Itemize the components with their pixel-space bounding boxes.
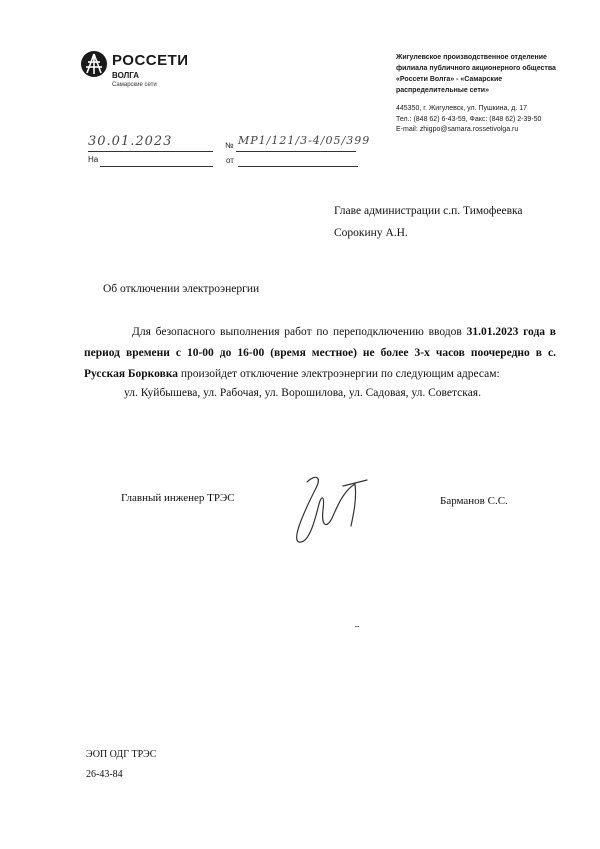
signatory-title: Главный инженер ТРЭС (121, 492, 235, 504)
executor-info (86, 745, 156, 785)
organization-name (396, 52, 571, 96)
org-phone-fax: Тел.: (848 62) 6-43-59, Факс: (848 62) 2-39-50 (396, 115, 542, 123)
signatory-name: Барманов С.С. (440, 495, 508, 507)
addressee-line: Главе администрации с.п. Тимофеевка (334, 205, 523, 217)
handwritten-number: МР1/121/3-4/05/399 (238, 134, 371, 147)
body-text-end: произойдет отключение электроэнергии по следующим адресам: (178, 368, 500, 380)
logo-subtitle: ВОЛГА (112, 71, 140, 80)
date-line (100, 166, 213, 167)
org-address: 445350, г. Жигулевск, ул. Пушкина, д. 17 (396, 105, 528, 112)
organization-contacts (396, 104, 571, 136)
letter-subject: Об отключении электроэнергии (103, 283, 260, 295)
body-text-start: Для безопасного выполнения работ по переподключению вводов (132, 326, 467, 338)
addressee-name: Сорокину А.Н. (334, 227, 408, 239)
logo-caption: Самарские сети (112, 82, 157, 88)
org-name-line: «Россети Волга» - «Самарские (396, 76, 503, 83)
executor-unit: ЭОП ОДГ ТРЭС (86, 749, 157, 760)
from-line (238, 166, 358, 167)
rosseti-logo-icon (80, 50, 108, 78)
org-email: E-mail: zhigpo@samara.rossetivolga.ru (396, 126, 519, 133)
executor-phone: 26-43-84 (86, 769, 123, 780)
bleed-through-area (120, 522, 540, 612)
date-underline (88, 151, 213, 152)
org-name-line: распределительные сети» (396, 87, 489, 94)
handwritten-date: 30.01.2023 (88, 134, 173, 149)
org-name-line: Жигулевское производственное отделение (396, 54, 547, 61)
org-name-line: филиала публичного акционерного общества (396, 65, 556, 72)
organization-header (396, 52, 571, 136)
company-logo (80, 48, 220, 98)
page-mark (355, 626, 359, 627)
number-label: № (225, 141, 234, 150)
addressee (334, 200, 523, 244)
letter-body (84, 322, 556, 385)
logo-name: РОССЕТИ (112, 52, 189, 69)
street-list: ул. Куйбышева, ул. Рабочая, ул. Ворошилова, ул. Садовая, ул. Советская. (124, 387, 481, 399)
date-label: На (88, 155, 99, 164)
body-text-bold: 31.01.2023 года в период времени с 10-00 до 16-00 (время местное) не более 3-х часов поочередно в с. Русская Борковка (84, 326, 556, 380)
number-underline (236, 151, 356, 152)
from-label: от (226, 156, 234, 165)
